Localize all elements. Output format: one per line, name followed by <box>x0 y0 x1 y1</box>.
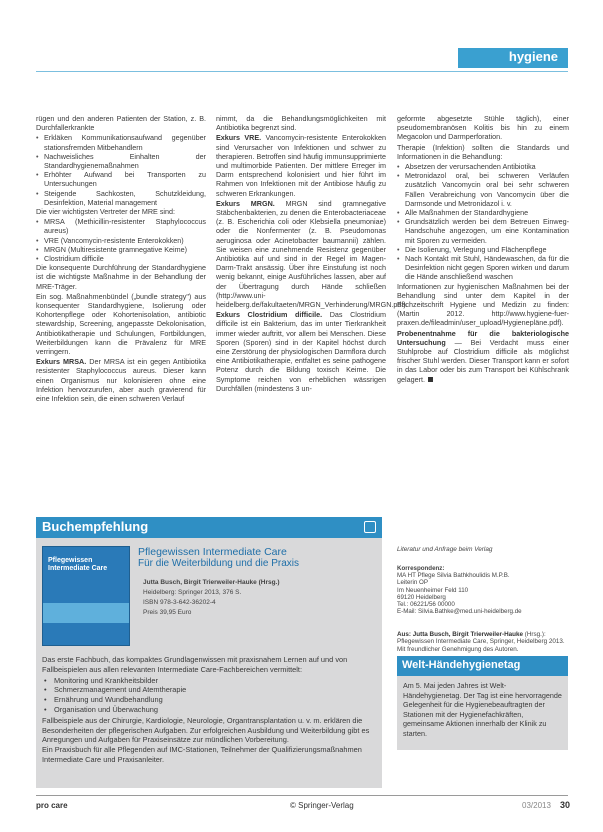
book-description <box>42 655 376 765</box>
caption-label: Aus: Jutta Busch, Birgit Trierweiler-Hauke <box>397 631 523 638</box>
book-desc-final: Ein Praxisbuch für alle Pflegenden auf IMC-Stationen, Teilnehmer der Qualifizierungsmaßnahmen Intermediate Care und Praxisanleiter. <box>42 745 362 764</box>
exkurs-text: Vancomycin-resistente Enterokokken sind Verursacher von Infektionen und schwer zu therapieren. Betroffen sind häufig immunsupprimierte und multimorbide Patienten. Der mittlere Erreger im Darm entsprechend kolonisiert und hier führt im Rahmen von Infektionen mit der Antibiose häufig zu schweren Erkrankungen. <box>216 133 386 198</box>
issue-number: 03/2013 <box>522 801 551 810</box>
book-isbn: ISBN 978-3-642-36202-4 <box>143 599 216 606</box>
book-publisher: Heidelberg: Springer 2013, 376 S. <box>143 589 242 596</box>
col2-paragraph <box>216 198 408 310</box>
correspondence-heading: Korrespondenz: <box>397 565 445 572</box>
col3-list-b <box>397 208 569 282</box>
list-item: • Monitoring und Krankheitsbilder <box>42 676 376 686</box>
col1-list-b <box>36 217 206 263</box>
book-topic-list <box>42 676 376 715</box>
exkurs-text: Das Clostridium difficile ist ein Bakterium, das im unter Tierkrankheit immer wieder auftritt, vor allem bei Menschen. Diese Sporen (Sporen) sind in der Kapitel höchst durch eine Zerstörung der physiologischen Darmflora durch eine Antibiotikatherapie, entfaltet es seine pathogene Potenz durch die Bildung toxisch Keime. Die Symptome reichen von erheblichen wässrigen Durchfällen (mindestens 3 un- <box>216 310 387 393</box>
book-desc-after: Fallbeispiele aus der Chirurgie, Kardiologie, Neurologie, Organtransplantation u. v. m. erklären die Besonderheiten der pflegerischen Aufgaben. Zur erfolgreichen Ausbildung und Weiterbildung gibt es Anregungen und Aufgaben für Praxiseinsätze zur mündlichen Vorbereitung. <box>42 715 370 745</box>
section-label: hygiene <box>508 49 558 64</box>
book-desc-intro: Das erste Fachbuch, das kompaktes Grundlagenwissen mit praxisnahem Lernen auf und von Fallbeispielen aus allen relevanten Intermediate Care-Fachbereichen vermittelt: <box>42 655 348 674</box>
col3-list-a <box>397 162 569 208</box>
page-number: 30 <box>560 800 571 810</box>
col2-paragraph: nimmt, da die Behandlungsmöglichkeiten mit Antibiotika begrenzt sind. <box>216 114 386 133</box>
correspondence-line: MA HT Pflege Silvia Bathkhoulidis M.P.B. <box>397 572 510 580</box>
book-price: Preis 39,95 Euro <box>143 609 192 616</box>
col2-paragraph <box>216 310 386 393</box>
literature-note: Literatur und Anfrage beim Verlag <box>397 546 493 553</box>
list-item: • Erkläken Kommunikationsaufwand gegenüber stationsfremden Mitbehandlern <box>36 133 206 151</box>
book-authors: Jutta Busch, Birgit Trierweiler-Hauke (Hrsg.) <box>143 579 280 586</box>
exkurs-text: MRGN sind gramnegative Stäbchenbakterien, zu denen die Enterobacteriaceae (z. B. Escherichia coli oder Klebsiella pneumoniae) oder die Nonfermenter (z. B. Pseudomonas aeruginosa oder Acinetobacter baumannii) zählen. Sie weisen eine zunehmende Resistenz gegenüber Antibiotika auf und sind in der Regel im Magen-Darm-Trakt ansässig. Über ihre Einstufung ist noch wenig bekannt, einige Ausführliches lassen, aber auf der Übertragung durch Hände schließen (http://www.uni-heidelberg.de/fakultaeten/MRGN_Verhinderung/MRGN.pdf). <box>216 198 408 310</box>
col1-mre-intro: Die vier wichtigsten Vertreter der MRE sind: <box>36 207 176 217</box>
list-item: • Alle Maßnahmen der Standardhygiene <box>397 208 569 217</box>
list-item: • Ernährung und Wundbehandlung <box>42 695 376 705</box>
col1-list-a <box>36 133 206 207</box>
col3-paragraph <box>397 329 569 384</box>
publisher-credit: © Springer-Verlag <box>290 801 354 810</box>
list-item: • MRSA (Methicillin-resistenter Staphylococcus aureus) <box>36 217 206 235</box>
caption-text: (Hrsg.): Pflegewissen Intermediate Care, Springer, Heidelberg 2013. Mit freundlicher Genehmigung des Autoren. <box>397 631 565 653</box>
correspondence-line: Im Neuenheimer Feld 110 <box>397 586 469 594</box>
correspondence-line: 69120 Heidelberg <box>397 593 446 601</box>
column-3 <box>397 114 569 385</box>
exkurs-label: Exkurs MRGN. <box>216 198 275 208</box>
list-item: • Clostridium difficile <box>36 254 206 263</box>
col3-paragraph: Therapie (Infektion) sollten die Standards und Informationen in die Behandlung: <box>397 142 569 161</box>
exkurs-label: Exkurs Clostridium difficile. <box>216 310 323 320</box>
section-tab <box>458 48 568 68</box>
column-1 <box>36 114 206 404</box>
book-icon <box>364 521 376 533</box>
list-item: • MRGN (Multiresistente gramnegative Keime) <box>36 245 206 254</box>
list-item: • Absetzen der verursachenden Antibiotika <box>397 162 569 171</box>
source-caption <box>397 631 567 653</box>
correspondence-line: Tel.: 06221/56 00000 <box>397 601 455 609</box>
col3-paragraph: geformte abgesetzte Stühle täglich), einer pseudomembranösen Kolitis bis hin zu einem Megacolon und Darmperforation. <box>397 114 569 142</box>
col1-paragraph: Ein sog. Maßnahmenbündel („bundle strategy") aus konsequenter Standardhygiene, Isolierung oder Kohortenpflege oder Kohortenisolation, antibiotic stewardship, Screening, angepasste Dekolonisation, Antibiotikatherapie und Schulungen, Fortbildungen, Weiterbildungen kann die Prävalenz für MRE verringern. <box>36 291 206 357</box>
exkurs-label: Exkurs VRE. <box>216 133 262 143</box>
col1-intro: rügen und den anderen Patienten der Station, z. B. Durchfallerkrankte <box>36 114 206 133</box>
column-2 <box>216 114 408 394</box>
book-box-title: Buchempfehlung <box>42 519 149 534</box>
list-item: • Metronidazol oral, bei schweren Verläufen zusätzlich Vancomycin oral bei sehr schweren Fällen Verabreichung von Vancomycin über die Darmsonde und Metronidazol i. v. <box>397 171 569 208</box>
list-item: • VRE (Vancomycin-resistente Enterokokken) <box>36 236 206 245</box>
correspondence-block <box>397 565 567 615</box>
list-item: • Grundsätzlich werden bei dem Betreuen Einweg-Handschuhe angezogen, um eine Kontamination mit Sporen zu vermeiden. <box>397 217 569 245</box>
list-item: • Erhöhter Aufwand bei Transporten zu Untersuchungen <box>36 170 206 188</box>
col1-paragraph: Die konsequente Durchführung der Standardhygiene ist die wichtigste Maßnahme in der Behandlung der MRE-Träger. <box>36 263 206 291</box>
cover-band <box>43 603 129 623</box>
col3-paragraph: Informationen zur hygienischen Maßnahmen bei der Behandlung sind unter dem Kapitel in der Fachzeitschrift Hygiene und Medizin zu finden: (Martin 2012. http://www.hygiene-fuer-praxen.de/fileadmin/user_upload/Hygienepläne.pdf). <box>397 281 569 328</box>
welt-box-body: Am 5. Mai jeden Jahres ist Welt-Händehygienetag. Der Tag ist eine hervorragende Gelegenheit für die Hygienebeauftragten der Stationen mit der Hygienefachkräften, gemeinsame Aktionen innerhalb der Klinik zu starten. <box>397 676 568 750</box>
list-item: • Nach Kontakt mit Stuhl, Händewaschen, da für die Desinfektion nicht gegen Sporen wirken und darum die Hände anschließend waschen <box>397 254 569 282</box>
correspondence-line: E-Mail: Silvia.Bathke@med.uni-heidelberg.de <box>397 608 522 616</box>
section-text: — Bei Verdacht muss einer Stuhlprobe auf Clostridium difficile als möglichst frischer Stuhl werden. Dieser Transport kann er sofort in das Labor oder bis zum Transport bei Kühlschrank gelagert. <box>397 337 570 384</box>
exkurs-text: Der MRSA ist ein gegen Antibiotika resistenter Staphylococcus aureus. Dieser kann einen Organismus nur kolonisieren ohne eine Infektion hervorzurufen, aber auch gravierend für eine Infektion sein, die einen schweren Verlauf <box>36 357 206 404</box>
welt-box-title: Welt-Händehygienetag <box>402 659 521 671</box>
book-subtitle: Für die Weiterbildung und die Praxis <box>138 558 300 569</box>
journal-name: pro care <box>36 801 68 810</box>
list-item: • Schmerzmanagement und Atemtherapie <box>42 685 376 695</box>
list-item: • Die Isolierung, Verlegung und Flächenpflege <box>397 245 569 254</box>
col1-paragraph <box>36 357 206 403</box>
list-item: • Steigende Sachkosten, Schutzkleidung, Desinfektion, Material management <box>36 189 206 207</box>
welt-box-header <box>397 656 568 676</box>
book-recommendation-box <box>36 517 382 788</box>
book-cover-image <box>42 546 130 646</box>
end-mark-icon <box>428 377 433 382</box>
book-box-header <box>36 517 382 538</box>
book-meta <box>143 579 343 619</box>
correspondence-line: Leiterin OP <box>397 579 428 587</box>
cover-title: Pflegewissen Intermediate Care <box>48 557 108 572</box>
list-item: • Nachweisliches Einhalten der Standardhygienemaßnahmen <box>36 152 206 170</box>
book-title: Pflegewissen Intermediate Care <box>138 546 287 558</box>
footer-rule <box>36 795 568 796</box>
list-item: • Organisation und Überwachung <box>42 705 376 715</box>
exkurs-label: Exkurs MRSA. <box>36 357 87 367</box>
col2-paragraph <box>216 133 386 197</box>
header-rule <box>36 71 568 72</box>
section-label-bold: Probenentnahme für die bakteriologische Untersuchung <box>397 328 569 347</box>
